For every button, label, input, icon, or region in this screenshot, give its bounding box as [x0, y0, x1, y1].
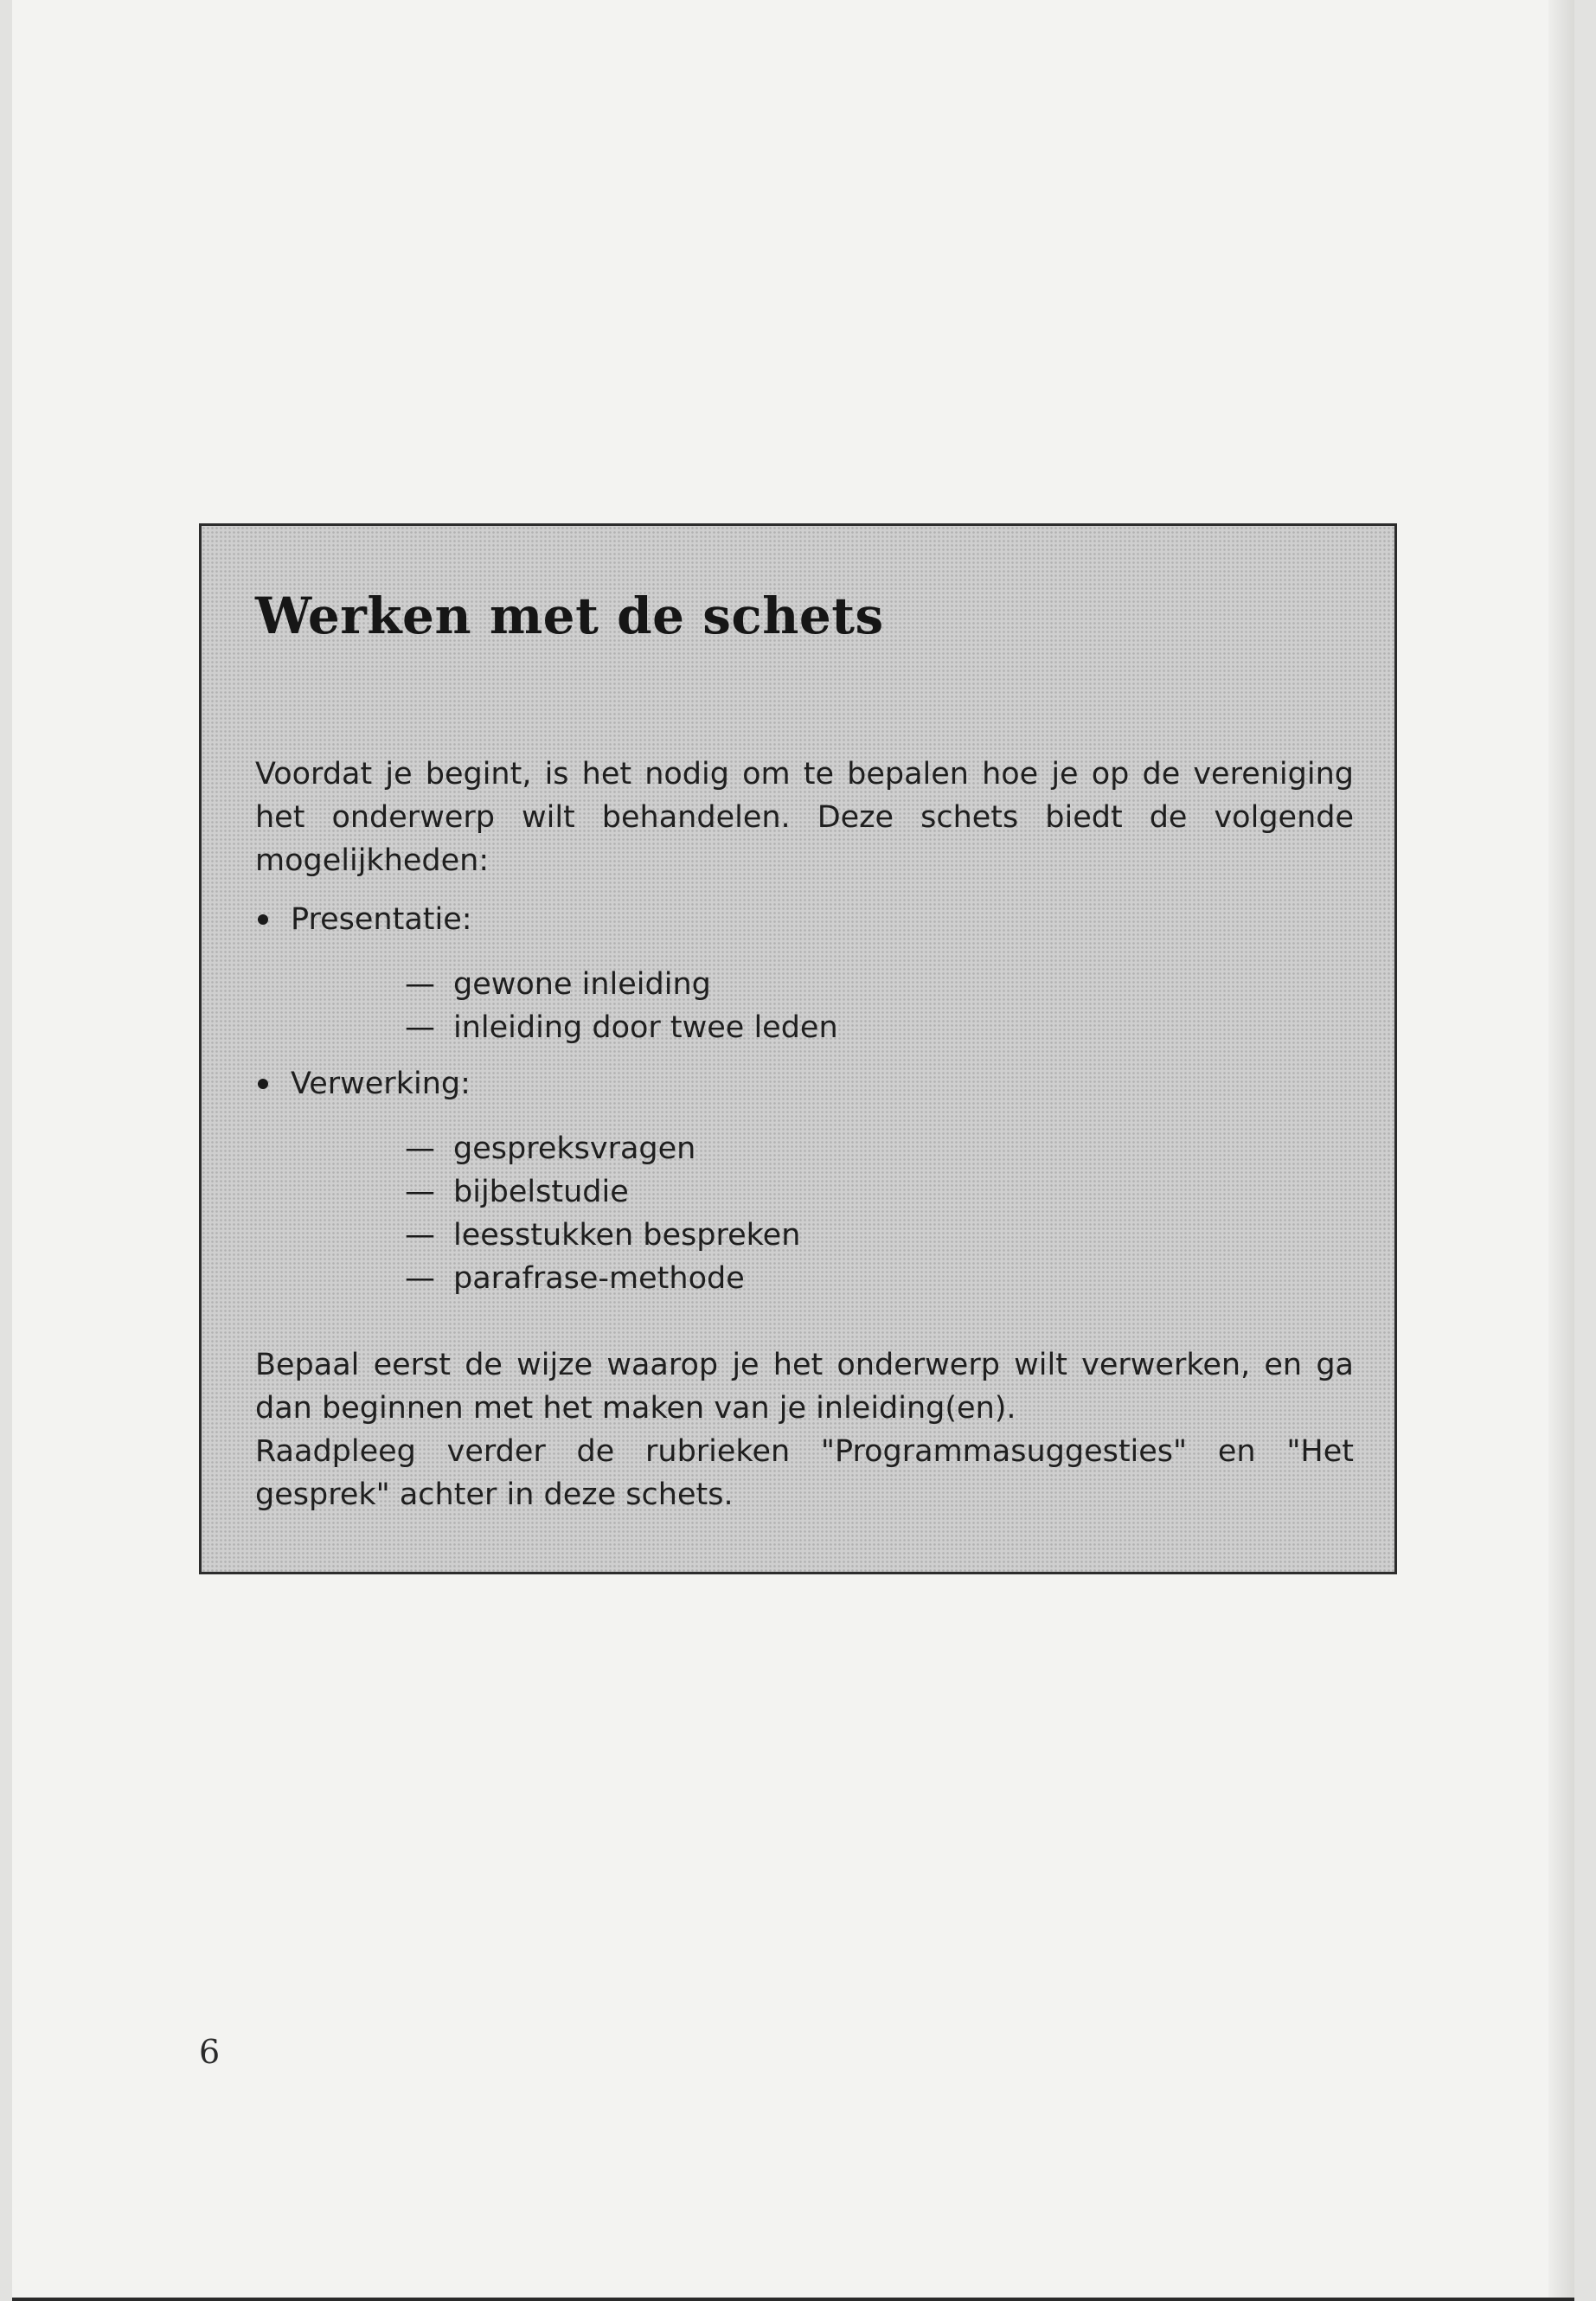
page-bottom-edge — [12, 2298, 1574, 2301]
info-box — [199, 523, 1397, 1574]
dash-icon: — — [405, 1261, 435, 1296]
dash-icon: — — [405, 1010, 435, 1045]
list-item: — gewone inleiding — [405, 963, 838, 1006]
dash-icon: — — [405, 967, 435, 1002]
bullet-icon — [258, 914, 268, 925]
page-edge-shadow — [1548, 0, 1574, 2298]
page-number: 6 — [199, 2033, 221, 2071]
intro-paragraph: Voordat je begint, is het nodig om te bepalen hoe je op de vereniging het onderwerp wilt behandelen. Deze schets biedt de volgende mogelijkheden: — [255, 757, 1354, 878]
verwerking-list — [405, 1127, 800, 1300]
section-label: Presentatie: — [291, 902, 472, 937]
presentatie-list — [405, 963, 838, 1049]
section-presentatie — [249, 898, 472, 941]
outro-paragraph — [255, 1343, 1354, 1516]
dash-icon: — — [405, 1131, 435, 1166]
outro-text-1: Bepaal eerst de wijze waarop je het onderwerp wilt verwerken, en ga dan beginnen met het maken van je inleiding(en). — [255, 1348, 1354, 1426]
list-item: — gespreksvragen — [405, 1127, 800, 1170]
list-item: — bijbelstudie — [405, 1170, 800, 1214]
dash-icon: — — [405, 1218, 435, 1253]
outro-text-2: Raadpleeg verder de rubrieken "Programmasuggesties" en "Het gesprek" achter in deze schets. — [255, 1434, 1354, 1512]
bullet-icon — [258, 1079, 268, 1089]
list-item: — parafrase-methode — [405, 1257, 800, 1300]
section-label: Verwerking: — [291, 1067, 471, 1101]
list-item: — inleiding door twee leden — [405, 1006, 838, 1049]
box-title: Werken met de schets — [255, 586, 884, 645]
list-item: — leesstukken bespreken — [405, 1214, 800, 1257]
dash-icon: — — [405, 1175, 435, 1209]
section-verwerking — [249, 1062, 471, 1106]
